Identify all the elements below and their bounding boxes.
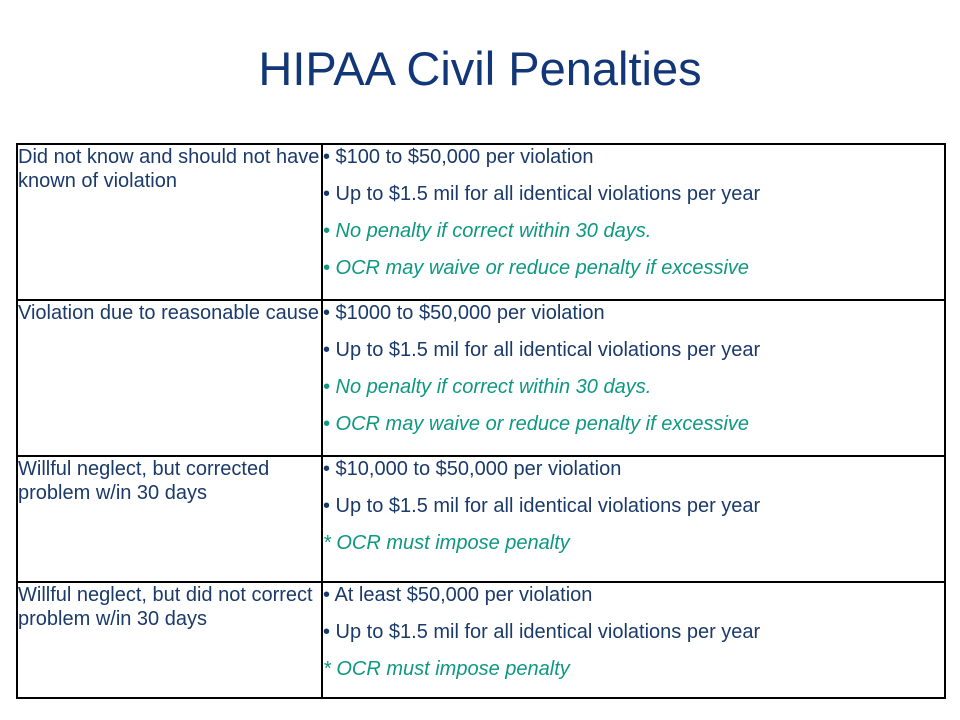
tier-cell bbox=[17, 144, 322, 300]
tier-label: Willful neglect, but corrected problem w/in 30 days bbox=[18, 458, 270, 504]
detail-cell bbox=[322, 144, 945, 300]
waiver-note: • OCR may waive or reduce penalty if excessive bbox=[323, 413, 750, 435]
table-row bbox=[17, 582, 945, 698]
penalty-range: • $1000 to $50,000 per violation bbox=[323, 302, 605, 324]
penalty-range: • At least $50,000 per violation bbox=[323, 584, 593, 606]
annual-cap: • Up to $1.5 mil for all identical violations per year bbox=[323, 495, 761, 517]
tier-cell bbox=[17, 456, 322, 582]
table-row bbox=[17, 456, 945, 582]
penalty-range: • $10,000 to $50,000 per violation bbox=[323, 458, 622, 480]
penalty-table bbox=[16, 143, 946, 699]
detail-cell bbox=[322, 300, 945, 456]
tier-cell bbox=[17, 582, 322, 698]
annual-cap: • Up to $1.5 mil for all identical violations per year bbox=[323, 339, 761, 361]
detail-cell bbox=[322, 456, 945, 582]
annual-cap: • Up to $1.5 mil for all identical violations per year bbox=[323, 621, 761, 643]
tier-label: Did not know and should not have known of violation bbox=[18, 146, 320, 192]
penalty-range: • $100 to $50,000 per violation bbox=[323, 146, 594, 168]
tier-label: Violation due to reasonable cause bbox=[18, 302, 319, 324]
tier-label: Willful neglect, but did not correct problem w/in 30 days bbox=[18, 584, 313, 630]
mandatory-note: * OCR must impose penalty bbox=[323, 658, 570, 680]
table-row bbox=[17, 300, 945, 456]
detail-cell bbox=[322, 582, 945, 698]
tier-cell bbox=[17, 300, 322, 456]
waiver-note: • OCR may waive or reduce penalty if excessive bbox=[323, 257, 750, 279]
mandatory-note: * OCR must impose penalty bbox=[323, 532, 570, 554]
annual-cap: • Up to $1.5 mil for all identical violations per year bbox=[323, 183, 761, 205]
correction-note: • No penalty if correct within 30 days. bbox=[323, 220, 652, 242]
slide-title: HIPAA Civil Penalties bbox=[258, 42, 702, 95]
correction-note: • No penalty if correct within 30 days. bbox=[323, 376, 652, 398]
table-row bbox=[17, 144, 945, 300]
